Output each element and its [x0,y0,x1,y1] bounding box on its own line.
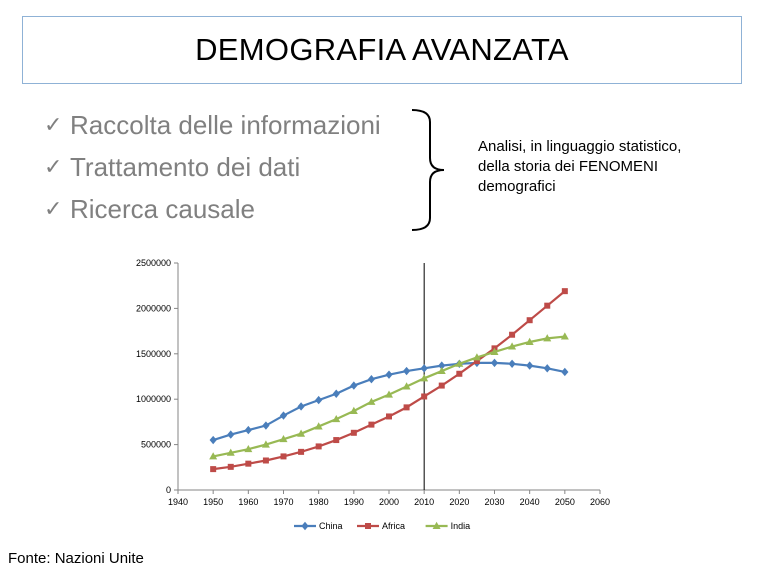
x-tick-label: 2000 [378,497,400,507]
bullet-list [44,104,381,230]
bullet-text: Raccolta delle informazioni [70,109,381,140]
bullet-text: Trattamento dei dati [70,151,301,182]
source-caption: Fonte: Nazioni Unite [8,550,144,567]
y-tick-label: 1500000 [135,348,171,359]
data-point-china [508,360,515,368]
data-point-china [385,370,392,378]
data-point-africa [316,443,322,449]
x-tick-label: 2050 [554,497,575,507]
data-point-africa [562,288,568,294]
curly-brace-icon [408,108,460,232]
note-line: Analisi, in linguaggio statistico, [478,138,682,155]
x-tick-label: 1990 [343,497,364,507]
bullet-item [44,188,381,230]
data-point-china [333,390,340,398]
x-tick-label: 2060 [589,497,611,507]
title-box [22,16,742,84]
data-point-china [280,411,287,419]
data-point-africa [404,404,410,410]
bullet-item [44,104,381,146]
data-point-africa [333,437,339,443]
legend-label-india: India [450,521,471,531]
slide-title: DEMOGRAFIA AVANZATA [195,32,569,67]
data-point-africa [281,453,287,459]
data-point-china [315,396,322,404]
bullet-item [44,146,381,188]
population-line-chart [100,252,640,542]
data-point-china [350,381,357,389]
x-tick-label: 1950 [203,497,224,507]
note-line: demografici [478,178,556,195]
data-point-china [544,364,551,372]
y-tick-label: 0 [165,485,171,495]
data-point-africa [456,371,462,377]
data-point-china [368,375,375,383]
data-point-china [491,359,498,367]
legend-label-china: China [319,521,343,531]
data-point-africa [228,464,234,470]
y-tick-label: 2000000 [135,303,171,314]
data-point-africa [439,383,445,389]
data-point-china [561,368,568,376]
data-point-china [245,426,252,434]
x-tick-label: 2020 [449,497,470,507]
data-point-africa [351,430,357,436]
bullet-text: Ricerca causale [70,193,255,224]
check-icon: ✓ [44,112,63,137]
x-tick-label: 2030 [484,497,505,507]
y-tick-label: 1000000 [135,394,171,405]
data-point-africa [386,413,392,419]
check-icon: ✓ [44,196,63,221]
data-point-china [210,436,217,444]
data-point-africa [421,393,427,399]
analysis-note [478,137,748,197]
data-point-china [526,361,533,369]
x-tick-label: 1980 [308,497,329,507]
x-tick-label: 1960 [238,497,259,507]
data-point-africa [245,461,251,467]
data-point-africa [544,303,550,309]
data-point-china [262,421,269,429]
data-point-africa [263,457,269,463]
check-icon: ✓ [44,154,63,179]
legend-label-africa: Africa [382,521,406,531]
x-tick-label: 2040 [519,497,540,507]
data-point-china [227,430,234,438]
data-point-africa [210,466,216,472]
note-line: della storia dei FENOMENI [478,158,659,175]
data-point-china [403,367,410,375]
y-tick-label: 500000 [140,439,171,450]
legend-marker-china [301,522,308,530]
data-point-africa [527,317,533,323]
data-point-africa [368,422,374,428]
legend-marker-africa [365,523,371,529]
data-point-china [297,402,304,410]
data-point-africa [509,332,515,338]
data-point-china [421,364,428,372]
x-tick-label: 1940 [167,497,189,507]
data-point-africa [298,449,304,455]
y-tick-label: 2500000 [135,258,171,268]
x-tick-label: 2010 [414,497,435,507]
x-tick-label: 1970 [273,497,294,507]
